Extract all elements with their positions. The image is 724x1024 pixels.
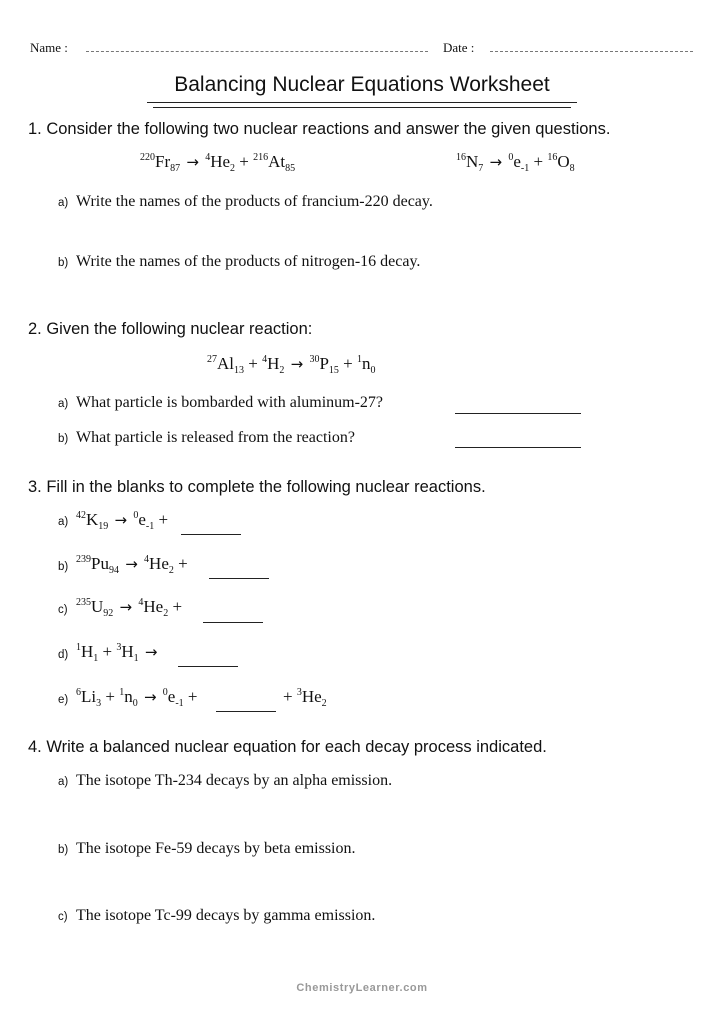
question-3a-equation: $^{42}K_{19} \to ^0e_{-1}$ + xyxy=(76,510,169,532)
question-3a-answer-blank[interactable] xyxy=(181,534,241,535)
question-1b-text: Write the names of the products of nitrogen-16 decay. xyxy=(76,253,421,270)
question-3e-equation: $^6Li_3 + ^1n_0 \to ^0e_{-1}$ + xyxy=(76,687,198,709)
question-1a xyxy=(58,193,433,211)
question-4-prompt: 4. Write a balanced nuclear equation for each decay process indicated. xyxy=(28,738,547,756)
question-3c-equation: $^{235}U_{92} \to ^4He_2$ + xyxy=(76,597,183,619)
question-4b-text: The isotope Fe-59 decays by beta emission. xyxy=(76,840,356,857)
question-3d-answer-blank[interactable] xyxy=(178,666,238,667)
question-3b-answer-blank[interactable] xyxy=(209,578,269,579)
question-4a xyxy=(58,772,392,790)
question-4b-label: b) xyxy=(58,844,69,856)
question-2a xyxy=(58,394,383,412)
question-2b xyxy=(58,429,355,447)
question-3-prompt: 3. Fill in the blanks to complete the following nuclear reactions. xyxy=(28,478,486,496)
date-field-line[interactable] xyxy=(490,51,693,52)
question-1a-text: Write the names of the products of francium-220 decay. xyxy=(76,193,433,210)
question-3e-equation-tail: + $^3He_2$ xyxy=(283,687,327,709)
question-3b-label: b) xyxy=(58,561,69,573)
question-4a-label: a) xyxy=(58,776,69,788)
question-1b-label: b) xyxy=(58,257,69,269)
question-3a xyxy=(58,512,76,530)
question-2b-text: What particle is released from the reaction? xyxy=(76,429,355,446)
question-1-equation-right: $^{16}N_7 \to ^0e_{-1} + ^{16}O_8$ xyxy=(456,152,575,174)
question-4a-text: The isotope Th-234 decays by an alpha emission. xyxy=(76,772,393,789)
question-3c-label: c) xyxy=(58,604,68,616)
name-field-line[interactable] xyxy=(86,51,428,52)
question-3d-label: d) xyxy=(58,649,69,661)
question-2-equation: $^{27}Al_{13} + ^4H_2 \to ^{30}P_{15} + ^1n_0$ xyxy=(207,354,376,376)
question-2-prompt: 2. Given the following nuclear reaction: xyxy=(28,320,313,338)
question-1a-label: a) xyxy=(58,197,69,209)
question-2a-label: a) xyxy=(58,398,69,410)
question-3b xyxy=(58,557,76,575)
question-2b-answer-blank[interactable] xyxy=(455,447,581,448)
question-3e-label: e) xyxy=(58,694,69,706)
question-3c-answer-blank[interactable] xyxy=(203,622,263,623)
title-underline-1 xyxy=(147,102,577,103)
question-3b-equation: $^{239}Pu_{94} \to ^4He_2$ + xyxy=(76,554,188,576)
question-3d-equation: $^1H_1 + ^3H_1$ → xyxy=(76,642,158,664)
question-4c xyxy=(58,907,375,925)
question-4c-label: c) xyxy=(58,911,68,923)
question-2a-text: What particle is bombarded with aluminum-27? xyxy=(76,394,384,411)
question-3e-answer-blank[interactable] xyxy=(216,711,276,712)
question-1b xyxy=(58,253,420,271)
name-label: Name : xyxy=(30,40,68,55)
title-underline-2 xyxy=(153,107,571,108)
question-2b-label: b) xyxy=(58,433,69,445)
question-4b xyxy=(58,840,356,858)
date-label: Date : xyxy=(443,40,475,55)
question-3c xyxy=(58,600,76,618)
page-title: Balancing Nuclear Equations Worksheet xyxy=(174,73,550,96)
question-2a-answer-blank[interactable] xyxy=(455,413,581,414)
footer-watermark: ChemistryLearner.com xyxy=(296,982,428,994)
question-3a-label: a) xyxy=(58,516,69,528)
question-3e xyxy=(58,690,76,708)
question-1-prompt: 1. Consider the following two nuclear reactions and answer the given questions. xyxy=(28,120,611,138)
question-1-equation-left: $^{220}Fr_{87} \to ^4He_2 + ^{216}At_{85}$ xyxy=(140,152,296,174)
question-4c-text: The isotope Tc-99 decays by gamma emission. xyxy=(76,907,376,924)
question-3d xyxy=(58,645,76,663)
